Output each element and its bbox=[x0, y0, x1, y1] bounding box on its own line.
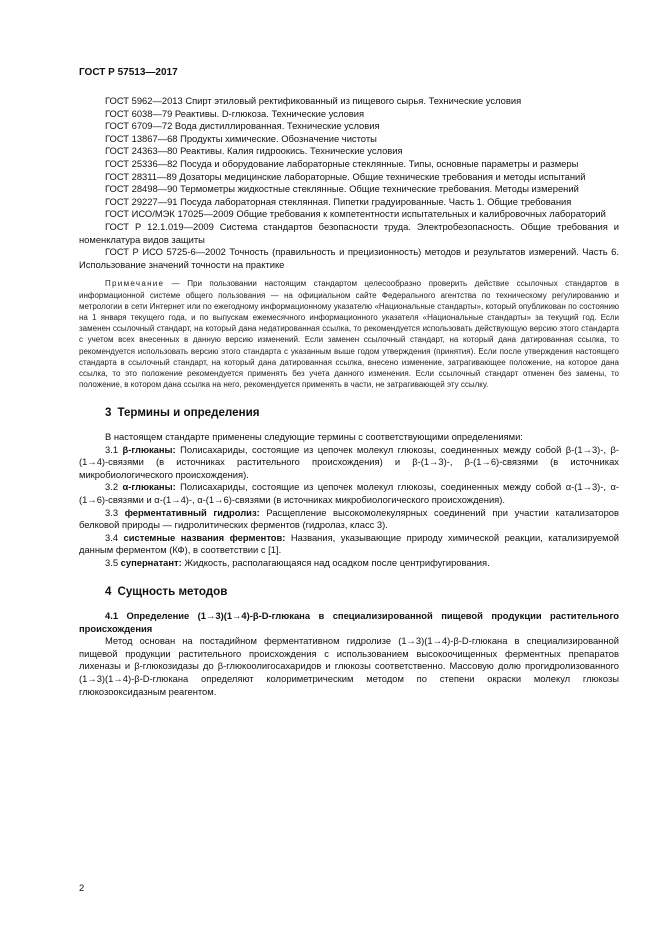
note-paragraph: Примечание — При пользовании настоящим стандартом целесообразно проверить действие ссылочных стандартов в информационной системе общего пользования — на официальном сайте Федерального агентства по техническому регулированию и метрологии в сети Интернет или по ежегодному информационному указателю «Национальные стандарты», который опубликован по состоянию на 1 января текущего года, и по выпускам ежемесячного информационного указателя «Национальные стандарты» за текущий год. Если заменен ссылочный стандарт, на который дана недатированная ссылка, то рекомендуется использовать действующую версию этого стандарта с учетом всех внесенных в данную версию изменений. Если заменен ссылочный стандарт, на который дана датированная ссылка, то рекомендуется использовать версию этого стандарта с указанным выше годом утверждения (принятия). Если после утверждения настоящего стандарта в ссылочный стандарт, на который дана датированная ссылка, внесено изменение, затрагивающее положение, на которое дана ссылка, то это положение рекомендуется применять без учета данного изменения. Если ссылочный стандарт отменен без замены, то положение, в котором дана ссылка на него, рекомендуется применять в части, не затрагивающей эту ссылку. bbox=[79, 279, 620, 390]
reference-item: ГОСТ 28498—90 Термометры жидкостные стеклянные. Общие технические требования. Методы измерений bbox=[105, 183, 579, 195]
reference-item: ГОСТ 6038—79 Реактивы. D-глюкоза. Технические условия bbox=[105, 107, 365, 119]
page-number: 2 bbox=[79, 882, 85, 893]
standard-header: ГОСТ Р 57513—2017 bbox=[79, 67, 178, 78]
term-text: Полисахариды, состоящие из цепочек молекул глюкозы, соединенных между собой α-(1→3)-, α-(1→6)-связями и α-(1→4)-, α-(1→6)-связями (в источниках микробиологического происхождения). bbox=[79, 481, 620, 505]
reference-item: ГОСТ Р 12.1.019—2009 Система стандартов безопасности труда. Электробезопасность. Общие требования и номенклатура видов защиты bbox=[79, 220, 619, 245]
section-3-heading bbox=[105, 407, 619, 420]
term-number: 3.1 bbox=[105, 443, 119, 455]
term-definition bbox=[79, 557, 619, 570]
section-4-heading bbox=[105, 586, 619, 599]
term-number: 3.3 bbox=[105, 506, 119, 518]
term-text: Полисахариды, состоящие из цепочек молекул глюкозы, соединенных между собой β-(1→3)-, β-(1→4)-связями (в источниках растительного происхождения) и β-(1→3)-, β-(1→6)-связями (в источниках микробиологического происхождения). bbox=[79, 443, 619, 480]
term-name: ферментативный гидролиз: bbox=[124, 506, 260, 518]
reference-item: ГОСТ 6709—72 Вода дистиллированная. Технические условия bbox=[105, 120, 380, 132]
term-definition bbox=[79, 481, 619, 506]
subsection-4-1-heading: 4.1 Определение (1→3)(1→4)-β-D-глюкана в специализированной пищевой продукции растительного происхождения bbox=[79, 610, 619, 634]
note-label: Примечание bbox=[105, 279, 165, 289]
term-text: Расщепление высокомолекулярных соединений при участии катализаторов белковой природы — гидролитических ферментов (гидролаз, класс 3). bbox=[79, 506, 619, 531]
section-3-intro: В настоящем стандарте применены следующие термины с соответствующими определениями: bbox=[105, 430, 523, 442]
page-body bbox=[79, 95, 619, 698]
term-name: супернатант: bbox=[120, 556, 182, 568]
reference-item: ГОСТ 25336—82 Посуда и оборудование лабораторные стеклянные. Типы, основные параметры и размеры bbox=[105, 157, 579, 169]
term-definition bbox=[79, 532, 619, 557]
section-number: 3 bbox=[105, 406, 112, 420]
section-title: Термины и определения bbox=[117, 406, 260, 420]
reference-item: ГОСТ 24363—80 Реактивы. Калия гидроокись. Технические условия bbox=[105, 145, 403, 157]
section-title: Сущность методов bbox=[117, 585, 228, 599]
term-number: 3.2 bbox=[105, 481, 119, 493]
reference-item: ГОСТ 29227—91 Посуда лабораторная стеклянная. Пипетки градуированные. Часть 1. Общие требования bbox=[105, 195, 572, 207]
term-number: 3.4 bbox=[105, 531, 119, 543]
term-definition bbox=[79, 507, 619, 532]
section-4-paragraph: Метод основан на постадийном ферментативном гидролизе (1→3)(1→4)-β-D-глюкана в специализированной пищевой продукции растительного происхождения с использованием высокоочищенных ферментных препаратов лихеназы и β-глюкозидазы до β-глюкоолигосахаридов и глюкозы соответственно. Массовую долю прогидролизованного (1→3)(1→4)-β-D-глюкана определяют колориметрическим методом по степени окраски молекул глюкозы глюкозооксидазным реагентом. bbox=[79, 635, 619, 697]
term-definition bbox=[79, 444, 619, 482]
term-text: Названия, указывающие природу химической реакции, катализируемой данным ферментом (КФ), в соответствии с [1]. bbox=[79, 531, 620, 556]
reference-item: ГОСТ 28311—89 Дозаторы медицинские лабораторные. Общие технические требования и методы испытаний bbox=[105, 170, 586, 182]
section-number: 4 bbox=[105, 585, 112, 599]
term-name: α-глюканы: bbox=[122, 481, 176, 493]
reference-item: ГОСТ Р ИСО 5725-6—2002 Точность (правильность и прецизионность) методов и результатов измерений. Часть 6. Использование значений точности на практике bbox=[79, 246, 619, 270]
term-name: системные названия ферментов: bbox=[123, 531, 286, 543]
note-text: При пользовании настоящим стандартом целесообразно проверить действие ссылочных стандартов в информационной системе общего пользования — на официальном сайте Федерального агентства по техническому регулированию и метрологии в сети Интернет или по ежегодному информационному указателю «Национальные стандарты», который опубликован по состоянию на 1 января текущего года, и по выпускам ежемесячного информационного указателя «Национальные стандарты» за текущий год. Если заменен ссылочный стандарт, на который дана недатированная ссылка, то рекомендуется использовать действующую версию этого стандарта с учетом всех внесенных в данную версию изменений. Если заменен ссылочный стандарт, на который дана датированная ссылка, то рекомендуется использовать версию этого стандарта с указанным выше годом утверждения (принятия). Если после утверждения настоящего стандарта в ссылочный стандарт, на который дана датированная ссылка, внесено изменение, затрагивающее положение, на которое дана ссылка, то это положение рекомендуется применять без учета данного изменения. Если ссылочный стандарт отменен без замены, то положение, в котором дана ссылка на него, рекомендуется применять в части, не затрагивающей эту ссылку. bbox=[79, 279, 620, 390]
term-text: Жидкость, располагающаяся над осадком после центрифугирования. bbox=[184, 556, 490, 568]
term-number: 3.5 bbox=[105, 556, 119, 568]
term-name: β-глюканы: bbox=[122, 443, 176, 455]
references-list bbox=[79, 95, 619, 271]
reference-item: ГОСТ 5962—2013 Спирт этиловый ректификованный из пищевого сырья. Технические условия bbox=[105, 95, 522, 106]
reference-item: ГОСТ ИСО/МЭК 17025—2009 Общие требования к компетентности испытательных и калибровочных лабораторий bbox=[105, 208, 606, 220]
reference-item: ГОСТ 13867—68 Продукты химические. Обозначение чистоты bbox=[105, 132, 377, 144]
